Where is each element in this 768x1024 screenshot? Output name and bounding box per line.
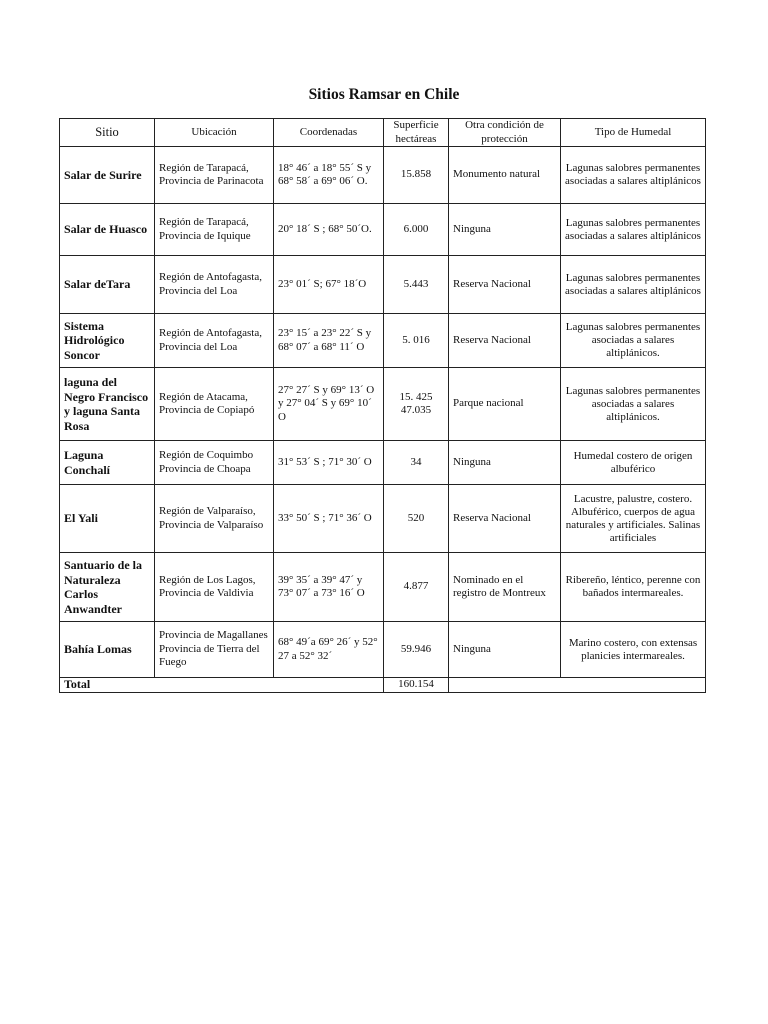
cell-tipo: Lagunas salobres permanentes asociadas a salares altiplánicos (561, 147, 706, 204)
cell-coordenadas: 20° 18´ S ; 68° 50´O. (274, 204, 384, 256)
cell-superficie: 15.858 (384, 147, 449, 204)
cell-proteccion: Parque nacional (449, 368, 561, 441)
cell-proteccion: Nominado en el registro de Montreux (449, 553, 561, 622)
cell-superficie: 15. 425 47.035 (384, 368, 449, 441)
cell-proteccion: Reserva Nacional (449, 485, 561, 553)
cell-proteccion: Ninguna (449, 441, 561, 485)
cell-ubicacion: Región de Atacama, Provincia de Copiapó (155, 368, 274, 441)
document-title: Sitios Ramsar en Chile (308, 86, 460, 103)
table-row (60, 204, 706, 256)
cell-coordenadas: 18° 46´ a 18° 55´ S y 68° 58´ a 69° 06´ O. (274, 147, 384, 204)
cell-sitio: Santuario de la Naturaleza Carlos Anwandter (60, 553, 155, 622)
cell-coordenadas: 68° 49´a 69° 26´ y 52° 27 a 52° 32´ (274, 622, 384, 678)
header-tipo: Tipo de Humedal (561, 119, 706, 147)
cell-ubicacion: Región de Coquimbo Provincia de Choapa (155, 441, 274, 485)
table-header-row (60, 119, 706, 147)
header-proteccion: Otra condición de protección (449, 119, 561, 147)
cell-sitio: Salar deTara (60, 256, 155, 314)
cell-proteccion: Ninguna (449, 204, 561, 256)
cell-sitio: Laguna Conchalí (60, 441, 155, 485)
cell-tipo: Lacustre, palustre, costero. Albuférico, cuerpos de agua naturales y artificiales. Salinas artificiales (561, 485, 706, 553)
cell-ubicacion: Región de Los Lagos, Provincia de Valdivia (155, 553, 274, 622)
ramsar-sites-table (59, 118, 706, 693)
cell-superficie: 6.000 (384, 204, 449, 256)
cell-coordenadas: 31° 53´ S ; 71° 30´ O (274, 441, 384, 485)
cell-ubicacion: Región de Antofagasta, Provincia del Loa (155, 256, 274, 314)
cell-sitio: laguna del Negro Francisco y laguna Santa Rosa (60, 368, 155, 441)
cell-coordenadas: 27° 27´ S y 69° 13´ O y 27° 04´ S y 69° 10´ O (274, 368, 384, 441)
table-row (60, 622, 706, 678)
table-row (60, 256, 706, 314)
cell-superficie: 520 (384, 485, 449, 553)
cell-coordenadas: 23° 15´ a 23° 22´ S y 68° 07´ a 68° 11´ O (274, 314, 384, 368)
cell-tipo: Lagunas salobres permanentes asociadas a salares altiplánicos. (561, 368, 706, 441)
cell-tipo: Ribereño, léntico, perenne con bañados intermareales. (561, 553, 706, 622)
table-row (60, 553, 706, 622)
cell-superficie: 59.946 (384, 622, 449, 678)
cell-proteccion: Reserva Nacional (449, 256, 561, 314)
cell-superficie: 34 (384, 441, 449, 485)
cell-coordenadas: 39° 35´ a 39° 47´ y 73° 07´ a 73° 16´ O (274, 553, 384, 622)
cell-tipo: Lagunas salobres permanentes asociadas a salares altiplánicos (561, 256, 706, 314)
cell-tipo: Marino costero, con extensas planicies intermareales. (561, 622, 706, 678)
cell-superficie: 5.443 (384, 256, 449, 314)
cell-tipo: Lagunas salobres permanentes asociadas a salares altiplánicos. (561, 314, 706, 368)
cell-tipo: Lagunas salobres permanentes asociadas a salares altiplánicos (561, 204, 706, 256)
header-sitio: Sitio (60, 119, 155, 147)
cell-ubicacion: Región de Tarapacá, Provincia de Parinacota (155, 147, 274, 204)
cell-coordenadas: 33° 50´ S ; 71° 36´ O (274, 485, 384, 553)
total-label: Total (60, 678, 384, 693)
table-row (60, 147, 706, 204)
total-row (60, 678, 706, 693)
cell-ubicacion: Región de Antofagasta, Provincia del Loa (155, 314, 274, 368)
cell-tipo: Humedal costero de origen albuférico (561, 441, 706, 485)
total-superficie: 160.154 (384, 678, 449, 693)
cell-coordenadas: 23° 01´ S; 67° 18´O (274, 256, 384, 314)
cell-sitio: Salar de Huasco (60, 204, 155, 256)
header-ubicacion: Ubicación (155, 119, 274, 147)
cell-superficie: 4.877 (384, 553, 449, 622)
table-row (60, 314, 706, 368)
cell-sitio: Salar de Surire (60, 147, 155, 204)
total-empty-cell (449, 678, 706, 693)
table-row (60, 368, 706, 441)
header-coordenadas: Coordenadas (274, 119, 384, 147)
cell-sitio: Sistema Hidrológico Soncor (60, 314, 155, 368)
table-row (60, 485, 706, 553)
cell-ubicacion: Región de Tarapacá, Provincia de Iquique (155, 204, 274, 256)
cell-sitio: Bahía Lomas (60, 622, 155, 678)
cell-ubicacion: Provincia de Magallanes Provincia de Tierra del Fuego (155, 622, 274, 678)
cell-proteccion: Reserva Nacional (449, 314, 561, 368)
table-row (60, 441, 706, 485)
cell-proteccion: Monumento natural (449, 147, 561, 204)
header-superficie: Superficie hectáreas (384, 119, 449, 147)
cell-sitio: El Yali (60, 485, 155, 553)
cell-proteccion: Ninguna (449, 622, 561, 678)
cell-ubicacion: Región de Valparaíso, Provincia de Valparaíso (155, 485, 274, 553)
cell-superficie: 5. 016 (384, 314, 449, 368)
